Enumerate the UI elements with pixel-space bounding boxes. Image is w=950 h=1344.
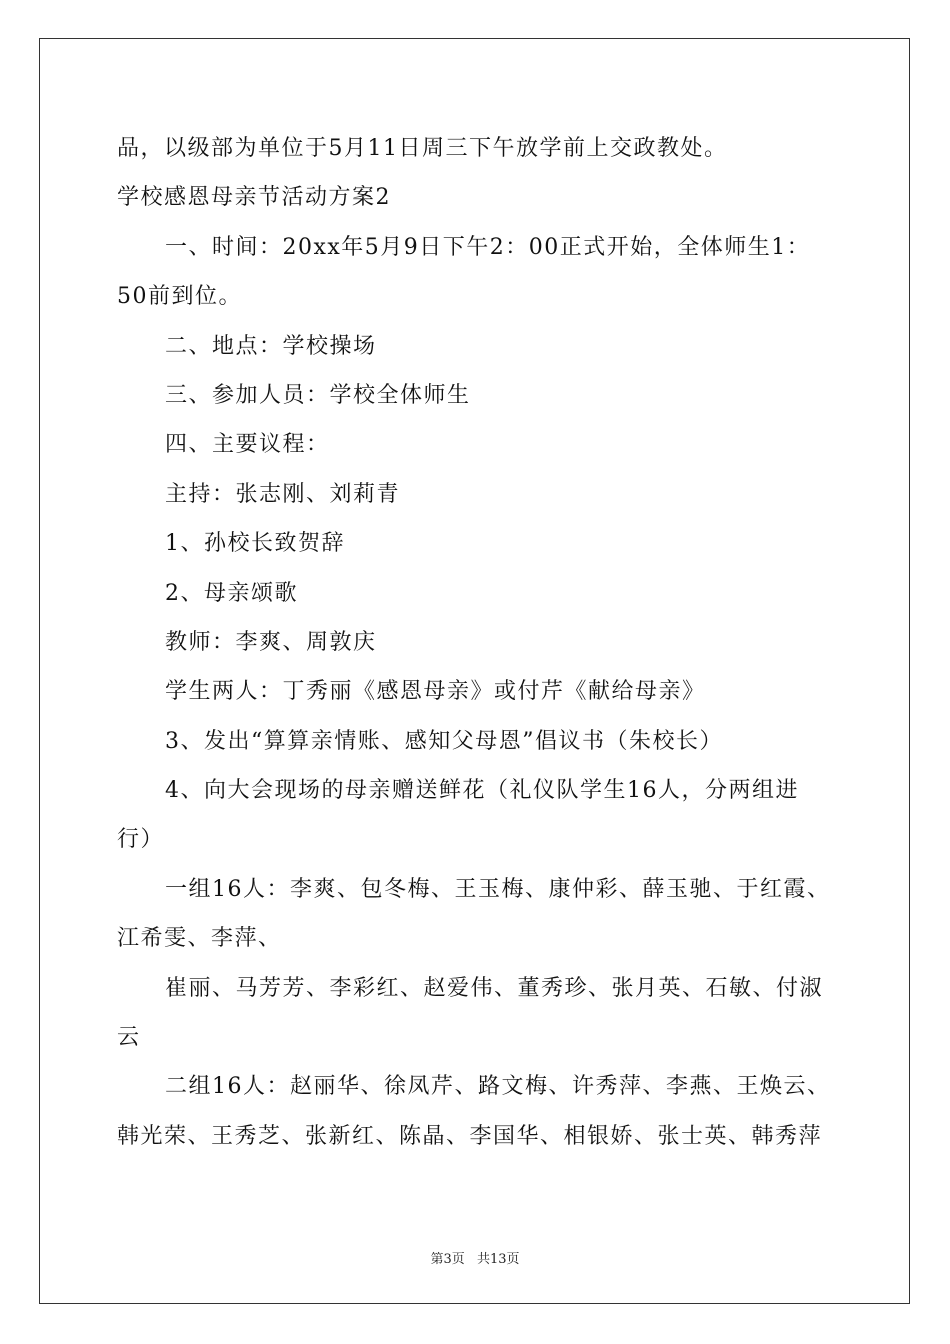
page-number: 第3页 bbox=[430, 1252, 465, 1267]
text-line: 50前到位。 bbox=[117, 284, 242, 310]
text-line: 教师：李爽、周敦庆 bbox=[165, 629, 377, 655]
text-line: 1、孙校长致贺辞 bbox=[165, 531, 345, 557]
page-total: 共13页 bbox=[476, 1252, 520, 1267]
text-line: 主持：张志刚、刘莉青 bbox=[165, 481, 401, 507]
document-body bbox=[117, 124, 847, 1161]
text-line: 江希雯、李萍、 bbox=[117, 926, 282, 952]
text-line: 四、主要议程： bbox=[165, 432, 330, 458]
text-line: 韩光荣、王秀芝、张新红、陈晶、李国华、相银娇、张士英、韩秀萍 bbox=[117, 1123, 823, 1149]
text-line: 二组16人：赵丽华、徐凤芹、路文梅、许秀萍、李燕、王焕云、 bbox=[165, 1074, 831, 1100]
text-line: 一、时间：20xx年5月9日下午2：00正式开始，全体师生1： bbox=[165, 234, 811, 260]
text-line: 一组16人：李爽、包冬梅、王玉梅、康仲彩、薛玉驰、于红霞、 bbox=[165, 876, 831, 902]
text-line: 品，以级部为单位于5月11日周三下午放学前上交政教处。 bbox=[117, 136, 728, 161]
text-line: 行） bbox=[117, 827, 165, 853]
text-line: 学校感恩母亲节活动方案2 bbox=[117, 185, 391, 211]
text-line: 4、向大会现场的母亲赠送鲜花（礼仪队学生16人，分两组进 bbox=[165, 778, 799, 804]
text-line: 3、发出“算算亲情账、感知父母恩”倡议书（朱校长） bbox=[165, 728, 723, 754]
text-line: 崔丽、马芳芳、李彩红、赵爱伟、董秀珍、张月英、石敏、付淑 bbox=[165, 975, 824, 1001]
text-line: 学生两人：丁秀丽《感恩母亲》或付芹《献给母亲》 bbox=[165, 679, 706, 705]
text-line: 2、母亲颂歌 bbox=[165, 580, 298, 606]
text-line: 云 bbox=[117, 1025, 141, 1051]
text-line: 二、地点：学校操场 bbox=[165, 333, 377, 359]
page-footer bbox=[0, 1248, 950, 1267]
text-line: 三、参加人员：学校全体师生 bbox=[165, 382, 471, 408]
